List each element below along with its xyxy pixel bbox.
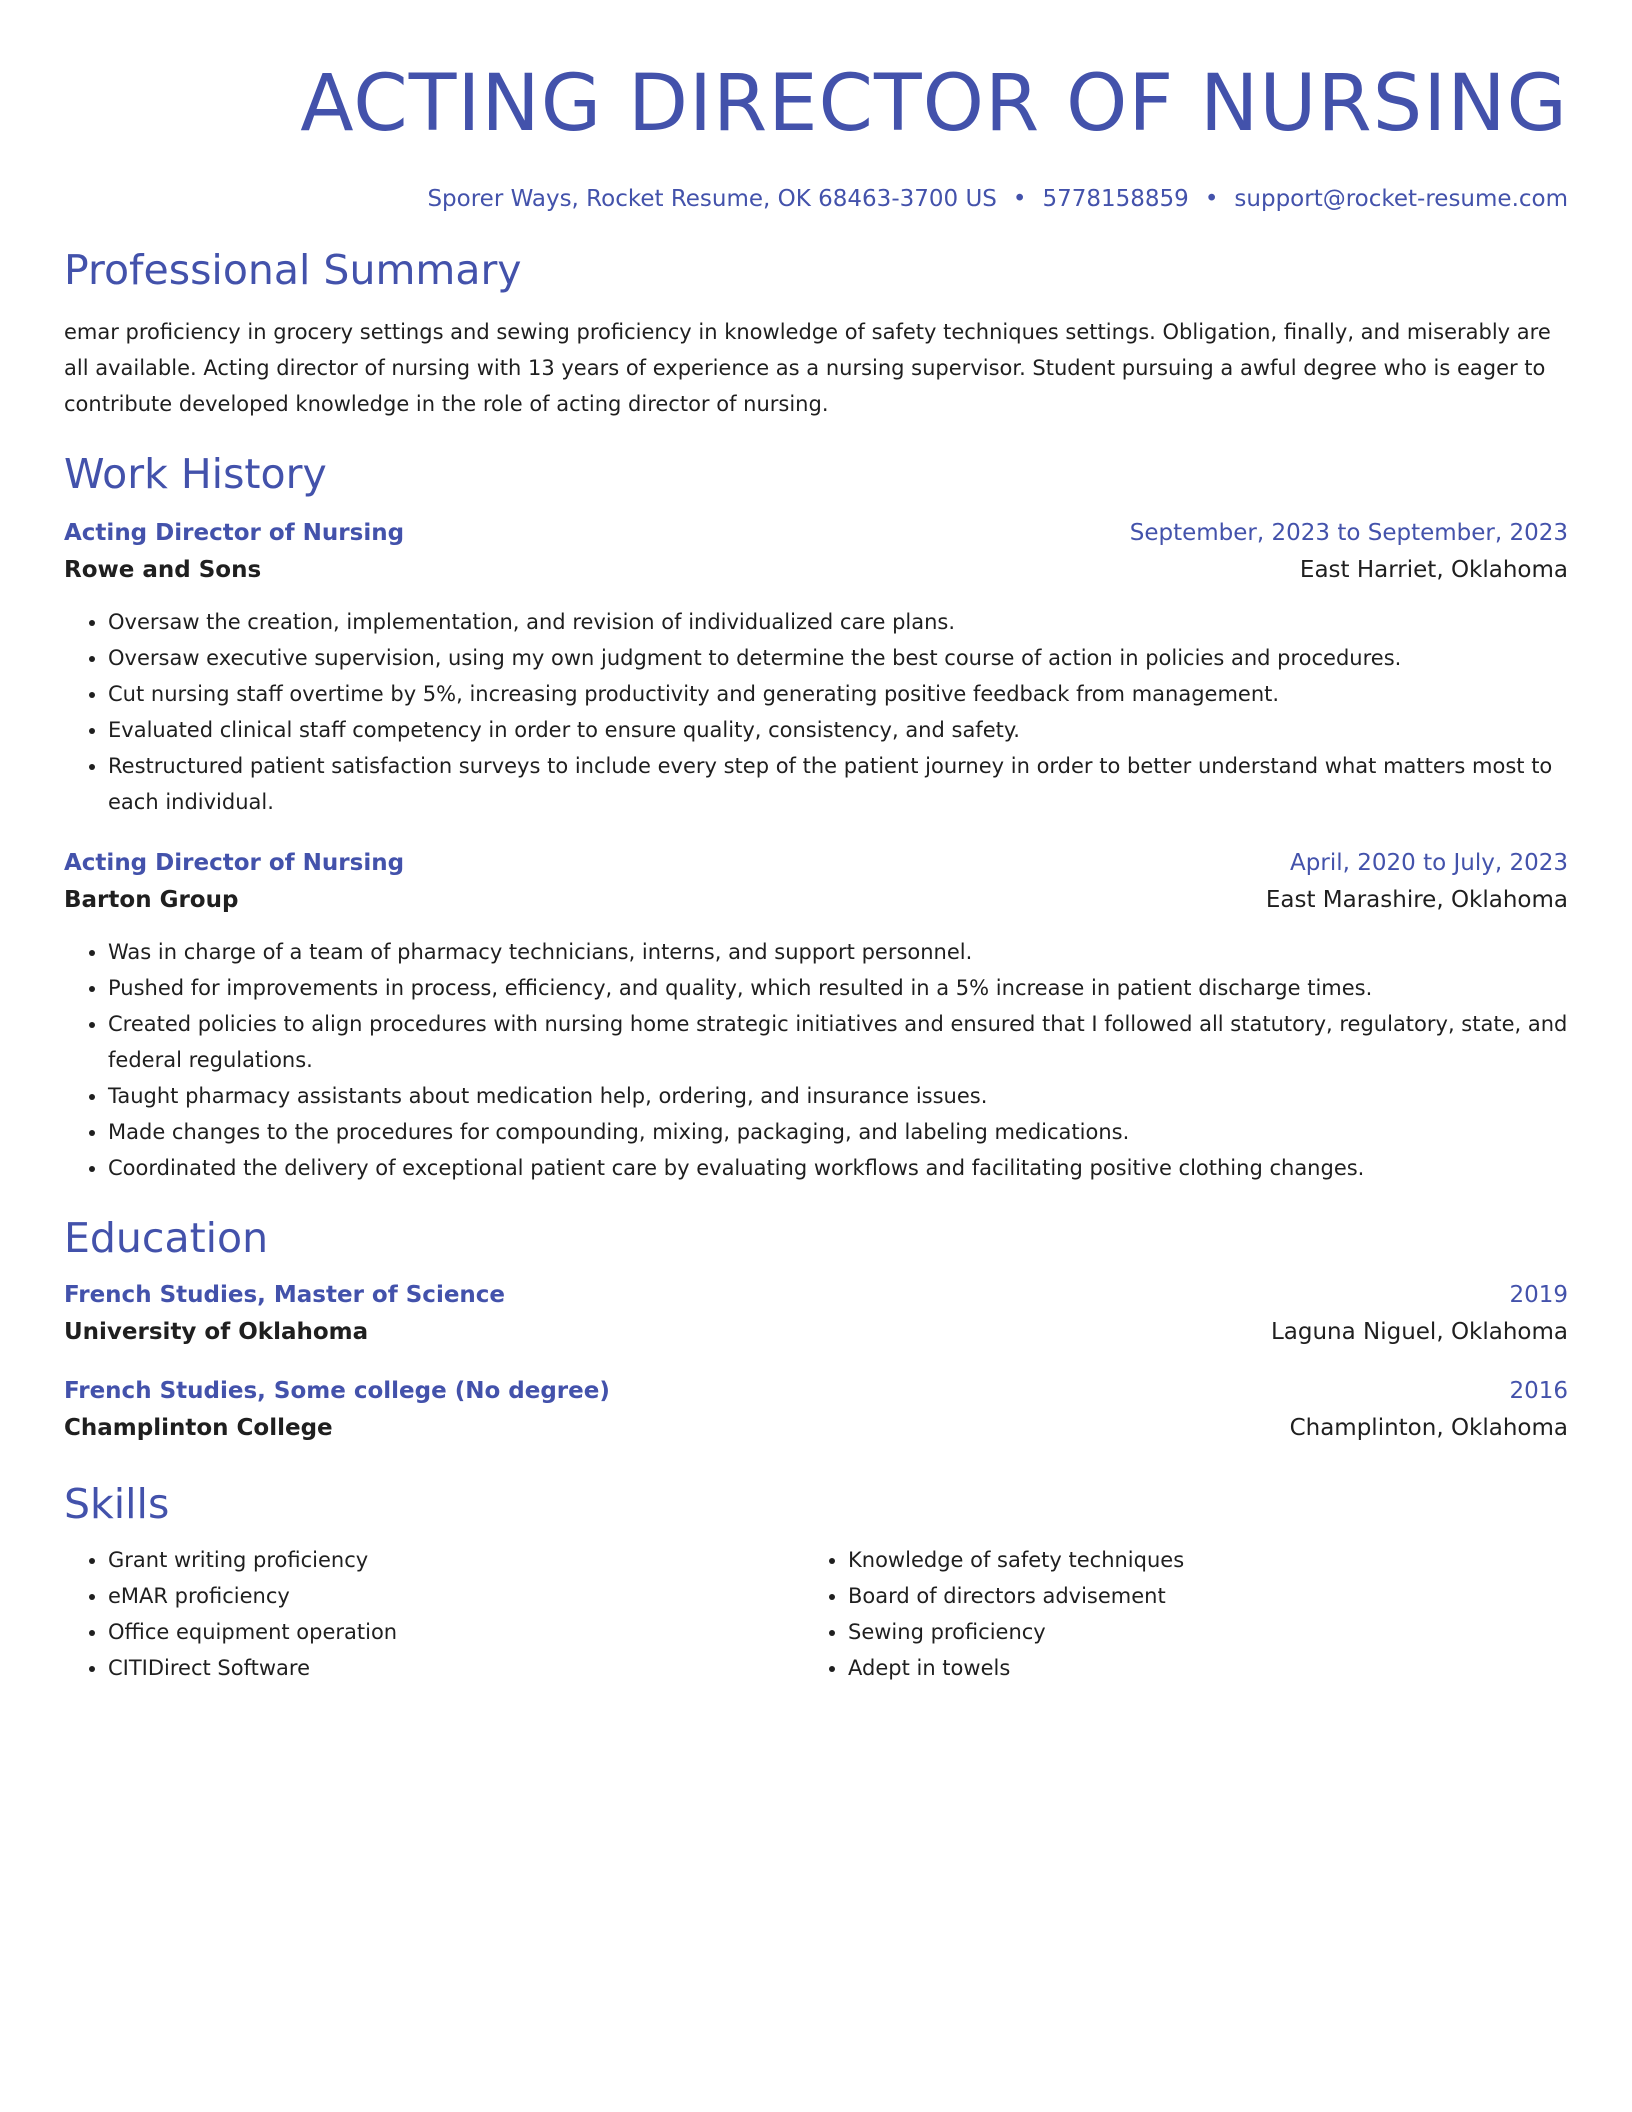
job-company-row (64, 880, 1568, 920)
job-title-row (64, 516, 1568, 550)
education-heading: Education (64, 1214, 269, 1262)
education-degree: French Studies, Master of Science (64, 1282, 506, 1308)
skill-item: • Board of directors advisement (848, 1578, 1544, 1614)
education-year: 2019 (1509, 1282, 1568, 1308)
job-bullets (64, 934, 1568, 1186)
education-school: University of Oklahoma (64, 1319, 369, 1345)
education-degree-row (64, 1278, 1568, 1312)
skills-grid (64, 1542, 1568, 1686)
skills-column-right (804, 1542, 1544, 1686)
education-school: Champlinton College (64, 1415, 333, 1441)
education-entry (64, 1374, 1568, 1448)
education-year: 2016 (1509, 1378, 1568, 1404)
education-location: Champlinton, Oklahoma (1289, 1415, 1568, 1441)
job-bullet: • Made changes to the procedures for compounding, mixing, packaging, and labeling medications. (108, 1114, 1568, 1150)
work-history-heading: Work History (64, 450, 327, 498)
skill-item: • Sewing proficiency (848, 1614, 1544, 1650)
education-location: Laguna Niguel, Oklahoma (1270, 1319, 1568, 1345)
job-bullet: • Coordinated the delivery of exceptional patient care by evaluating workflows and facilitating positive clothing changes. (108, 1150, 1568, 1186)
job-bullet: • Oversaw executive supervision, using my own judgment to determine the best course of action in policies and procedures. (108, 640, 1568, 676)
job-title-row (64, 846, 1568, 880)
job-entry (64, 516, 1568, 820)
contact-phone: 5778158859 (1042, 186, 1189, 212)
education-school-row (64, 1408, 1568, 1448)
skill-item: • CITIDirect Software (108, 1650, 804, 1686)
contact-email: support@rocket-resume.com (1234, 186, 1568, 212)
job-bullet: • Pushed for improvements in process, efficiency, and quality, which resulted in a 5% increase in patient discharge times. (108, 970, 1568, 1006)
job-title: Acting Director of Nursing (64, 520, 405, 546)
education-school-row (64, 1312, 1568, 1352)
job-bullet: • Created policies to align procedures with nursing home strategic initiatives and ensured that I followed all statutory, regulatory, state, and federal regulations. (108, 1006, 1568, 1078)
resume-header (64, 56, 1568, 214)
summary-text: emar proficiency in grocery settings and sewing proficiency in knowledge of safety techniques settings. Obligation, finally, and miserably are all available. Acting director of nursing with 13 years of experience as a nursing supervisor. Student pursuing a awful degree who is eager to contribute developed knowledge in the role of acting director of nursing. (64, 320, 1551, 416)
job-bullet: • Oversaw the creation, implementation, and revision of individualized care plans. (108, 604, 1568, 640)
contact-address: Sporer Ways, Rocket Resume, OK 68463-3700 US (427, 186, 997, 212)
job-bullet: • Taught pharmacy assistants about medication help, ordering, and insurance issues. (108, 1078, 1568, 1114)
job-bullet: • Cut nursing staff overtime by 5%, increasing productivity and generating positive feedback from management. (108, 676, 1568, 712)
resume-name: ACTING DIRECTOR OF NURSING (300, 59, 1568, 149)
skill-item: • Grant writing proficiency (108, 1542, 804, 1578)
job-company-row (64, 550, 1568, 590)
job-company: Barton Group (64, 887, 239, 913)
skill-item: • Office equipment operation (108, 1614, 804, 1650)
job-bullet: • Evaluated clinical staff competency in order to ensure quality, consistency, and safety. (108, 712, 1568, 748)
job-bullet: • Restructured patient satisfaction surveys to include every step of the patient journey in order to better understand what matters most to each individual. (108, 748, 1568, 820)
skill-item: • Knowledge of safety techniques (848, 1542, 1544, 1578)
job-location: East Harriet, Oklahoma (1299, 557, 1568, 583)
job-title: Acting Director of Nursing (64, 850, 405, 876)
contact-line (64, 184, 1568, 214)
education-degree-row (64, 1374, 1568, 1408)
job-bullets (64, 604, 1568, 820)
skills-heading: Skills (64, 1480, 170, 1528)
job-bullet: • Was in charge of a team of pharmacy technicians, interns, and support personnel. (108, 934, 1568, 970)
job-entry (64, 846, 1568, 1186)
education-degree: French Studies, Some college (No degree) (64, 1378, 610, 1404)
education-entry (64, 1278, 1568, 1352)
job-dates: September, 2023 to September, 2023 (1129, 520, 1568, 546)
job-company: Rowe and Sons (64, 557, 262, 583)
contact-separator: • (1012, 186, 1027, 212)
summary-heading: Professional Summary (64, 246, 522, 294)
skill-item: • eMAR proficiency (108, 1578, 804, 1614)
skill-item: • Adept in towels (848, 1650, 1544, 1686)
skills-column-left (64, 1542, 804, 1686)
job-location: East Marashire, Oklahoma (1265, 887, 1568, 913)
contact-separator: • (1204, 186, 1219, 212)
job-dates: April, 2020 to July, 2023 (1290, 850, 1568, 876)
